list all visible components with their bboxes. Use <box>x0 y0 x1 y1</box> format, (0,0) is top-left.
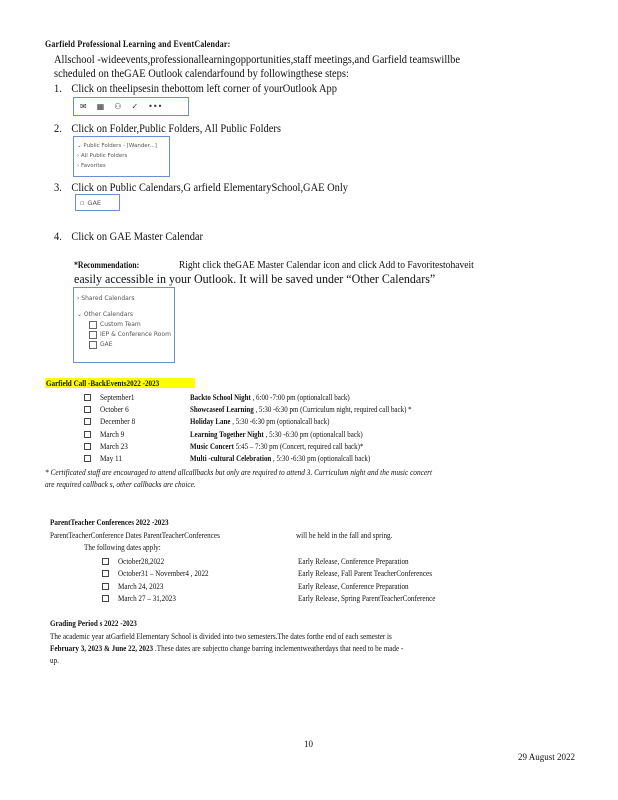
recommendation-text: Right click theGAE Master Calendar icon and click Add to Favoritestohaveit <box>178 259 474 271</box>
event-details: , 5:30 -6:30 pm (optionalcall back) <box>230 416 330 427</box>
bullet-icon <box>102 558 109 565</box>
bullet-icon <box>84 455 91 462</box>
checkbox-icon <box>89 321 97 329</box>
calendar-icon: ▫ <box>80 198 85 207</box>
ptc-line-1b: will be held in the fall and spring. <box>296 530 393 540</box>
callback-note-line-1: * Certificated staff are encouraged to attend allcallbacks but only are required to attend 3. Curriculum night and the music concert <box>45 468 433 477</box>
bullet-icon <box>102 570 109 577</box>
event-date: March 9 <box>100 428 125 439</box>
bullet-icon <box>84 431 91 438</box>
calendar-icon: ▦ <box>96 102 105 111</box>
folder-line: ⌄ Public Folders - [Wander...] <box>77 143 157 149</box>
page-number: 10 <box>304 739 313 749</box>
ptc-description: Early Release, Spring ParentTeacherConference <box>298 593 436 604</box>
ptc-date: October28,2022 <box>118 556 165 566</box>
callback-title: Garfield Call -BackEvents2022 -2023 <box>46 378 160 388</box>
step-number: 1. <box>54 81 62 95</box>
event-description <box>190 392 350 402</box>
grading-line-2 <box>50 643 403 653</box>
step-text: Click on theelipsesin thebottom left corner of yourOutlook App <box>71 81 337 95</box>
event-date: May 11 <box>100 453 123 463</box>
event-name: Holiday Lane <box>190 416 231 427</box>
calendar-group-line: › Shared Calendars <box>77 295 135 302</box>
event-date: September1 <box>100 392 135 402</box>
people-icon: ⚇ <box>114 102 122 111</box>
bullet-icon <box>84 443 91 450</box>
event-details: , 6:00 -7:00 pm (optionalcall back) <box>250 392 350 402</box>
step-2 <box>54 121 281 136</box>
step-3 <box>54 180 348 195</box>
event-details: , 5:30 -6:30 pm (Curriculum night, required call back) * <box>253 404 412 415</box>
grading-title: Grading Period s 2022 -2023 <box>50 618 137 628</box>
event-description <box>190 416 329 426</box>
gae-label: GAE <box>87 198 101 207</box>
step-4 <box>54 229 203 244</box>
bullet-icon <box>102 583 109 590</box>
ptc-description: Early Release, Conference Preparation <box>298 580 409 591</box>
bullet-icon <box>102 595 109 602</box>
ptc-date: March 24, 2023 <box>118 580 164 591</box>
ptc-description: Early Release, Fall Parent TeacherConferences <box>298 568 432 579</box>
event-date: December 8 <box>100 416 136 427</box>
outlook-toolbar-screenshot <box>73 97 189 116</box>
bullet-icon <box>84 418 91 425</box>
event-date: March 23 <box>100 440 128 451</box>
tasks-icon: ✓ <box>131 102 139 111</box>
event-name: Showcaseof Learning <box>190 404 254 415</box>
mail-icon: ✉ <box>80 102 87 111</box>
ptc-line-2: The following dates apply: <box>84 542 161 552</box>
intro-line-1: Allschool -wideevents,professionallearningopportunities,staff meetings,and Garfield teamswillbe <box>54 52 461 66</box>
step-number: 3. <box>54 180 62 194</box>
calendar-name: GAE <box>100 341 113 348</box>
step-text: Click on GAE Master Calendar <box>71 229 204 243</box>
event-name: Backto School Night <box>190 392 251 402</box>
gae-calendar-screenshot <box>75 194 120 211</box>
bullet-icon <box>84 394 91 401</box>
recommendation-line-2: easily accessible in your Outlook. It will be saved under “Other Calendars” <box>74 272 436 286</box>
bullet-icon <box>84 406 91 413</box>
ptc-title: ParentTeacher Conferences 2022 -2023 <box>50 517 169 527</box>
intro-paragraph <box>54 52 460 80</box>
step-number: 2. <box>54 121 62 135</box>
ptc-description: Early Release, Conference Preparation <box>298 556 409 566</box>
recommendation-line-1 <box>74 259 474 271</box>
callback-note-line-2: are required callback s, other callbacks are choice. <box>45 480 196 489</box>
document-date: 29 August 2022 <box>518 752 576 762</box>
folder-line: › Favorites <box>77 163 106 169</box>
ptc-line-1a: ParentTeacherConference Dates ParentTeacherConferences <box>50 530 220 540</box>
intro-line-2: scheduled on theGAE Outlook calendarfound by followingthese steps: <box>54 66 349 80</box>
more-icon: ••• <box>148 102 163 111</box>
event-description <box>190 453 370 463</box>
checkbox-icon <box>89 331 97 339</box>
calendar-group-line: ⌄ Other Calendars <box>77 311 133 318</box>
event-description <box>190 429 363 439</box>
event-description <box>190 441 363 451</box>
checkbox-icon <box>89 341 97 349</box>
ptc-date: October31 – November4 , 2022 <box>118 568 209 579</box>
shared-calendars-screenshot <box>73 287 175 363</box>
event-name: Music Concert <box>190 440 234 451</box>
ptc-date: March 27 – 31,2023 <box>118 593 176 604</box>
recommendation-label: *Recommendation: <box>74 260 140 270</box>
step-number: 4. <box>54 229 62 243</box>
document-title: Garfield Professional Learning and EventCalendar: <box>45 40 231 50</box>
grading-dates: February 3, 2023 & June 22, 2023 <box>50 643 154 653</box>
grading-line-1: The academic year atGarfield Elementary School is divided into two semesters.The dates forthe end of each semester is <box>50 631 392 641</box>
event-details: , 5:30 -6:30 pm (optionalcall back) <box>271 453 371 463</box>
event-description <box>190 404 412 414</box>
event-details: 5:45 – 7:30 pm (Concert, required call back)* <box>233 440 364 451</box>
grading-line-2-rest: .These dates are subjectto change barring inclementweatherdays that need to be made - <box>153 643 404 653</box>
step-text: Click on Folder,Public Folders, All Public Folders <box>71 121 281 135</box>
folder-line: › All Public Folders <box>77 153 128 159</box>
calendar-name: IEP & Conference Room <box>100 331 171 338</box>
event-date: October 6 <box>100 404 129 415</box>
step-text: Click on Public Calendars,G arfield ElementarySchool,GAE Only <box>71 180 349 194</box>
event-name: Learning Together Night <box>190 428 264 439</box>
step-1 <box>54 81 337 96</box>
calendar-name: Custom Team <box>100 321 141 328</box>
event-name: Multi -cultural Celebration <box>190 453 272 463</box>
public-folders-screenshot <box>73 136 170 177</box>
event-details: , 5:30 -6:30 pm (optionalcall back) <box>263 428 363 439</box>
grading-line-3: up. <box>50 655 59 665</box>
